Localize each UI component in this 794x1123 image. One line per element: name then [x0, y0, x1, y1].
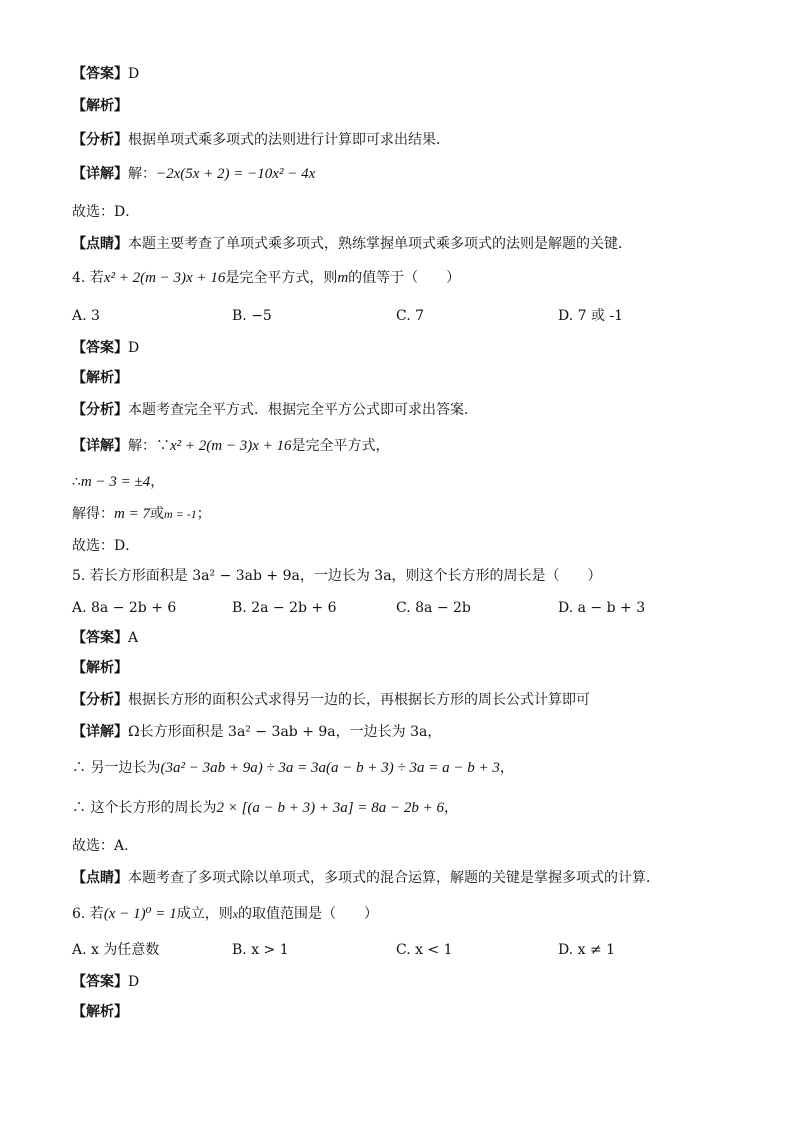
question-number: 6. 若: [72, 906, 104, 922]
guxuan-text: 故选：A.: [72, 838, 129, 854]
solve-text: 解得：: [72, 506, 114, 522]
question-text: 的值等于（ ）: [348, 270, 461, 286]
punctuation: ，: [443, 800, 458, 816]
xiangjie-text: 解：: [128, 166, 156, 182]
answer-line-q4: [72, 338, 139, 358]
question-4: [72, 268, 460, 288]
fenxi-text: 本题考查完全平方式．根据完全平方公式即可求出答案．: [128, 402, 478, 418]
guxuan-line-q5: [72, 836, 129, 856]
dianjing-line-q5: [72, 868, 660, 888]
question-text: 是完全平方式，则: [225, 270, 338, 286]
math-expression: 2 × [(a − b + 3) + 3a] = 8a − 2b + 6: [216, 800, 444, 816]
fenxi-line-q3: [72, 130, 450, 150]
xiangjie-tag: 【详解】: [72, 166, 128, 182]
derivation-text: ∴ 另一边长为: [72, 760, 161, 776]
analysis-header-q4: [72, 368, 128, 388]
xiangjie-tag: 【详解】: [72, 724, 128, 740]
question-text: 的取值范围是（ ）: [238, 906, 379, 922]
dianjing-text: 本题考查了多项式除以单项式，多项式的混合运算，解题的关键是掌握多项式的计算．: [128, 870, 660, 886]
analysis-header-q5: [72, 658, 128, 678]
math-expression: −2x(5x + 2) = −10x² − 4x: [156, 166, 316, 182]
xiangjie-line-q3: [72, 164, 315, 184]
analysis-tag: 【解析】: [72, 370, 128, 386]
question-6: [72, 904, 378, 924]
punctuation: ，: [499, 760, 514, 776]
analysis-header-q3: [72, 96, 128, 116]
math-expression: m = 7: [114, 506, 150, 522]
math-expression: (3a² − 3ab + 9a) ÷ 3a = 3a(a − b + 3) ÷ 3a = a − b + 3: [160, 760, 500, 776]
dianjing-tag: 【点睛】: [72, 870, 128, 886]
solve-line-q4: [72, 504, 211, 524]
derivation-line-2-q5: [72, 798, 458, 818]
option-c-q6: C. x < 1: [396, 942, 453, 958]
analysis-tag: 【解析】: [72, 1004, 128, 1020]
math-variable: m: [337, 270, 349, 286]
math-expression: x² + 2(m − 3)x + 16: [103, 270, 226, 286]
guxuan-text: 故选：D．: [72, 538, 140, 554]
dianjing-tag: 【点睛】: [72, 236, 128, 252]
fenxi-tag: 【分析】: [72, 132, 128, 148]
punctuation: ；: [196, 506, 211, 522]
answer-line-q6: [72, 972, 139, 992]
xiangjie-line-q4: [72, 436, 390, 456]
dianjing-text: 本题主要考查了单项式乘多项式，熟练掌握单项式乘多项式的法则是解题的关键．: [128, 236, 632, 252]
answer-line-q5: [72, 628, 138, 648]
xiangjie-text: 解：∵: [128, 438, 170, 454]
guxuan-line-q4: [72, 536, 139, 556]
option-c-q5: C. 8a − 2b: [396, 600, 471, 616]
question-text: 成立，则: [176, 906, 233, 922]
analysis-tag: 【解析】: [72, 98, 128, 114]
guxuan-text: 故选：D．: [72, 204, 140, 220]
therefore-symbol: ∴: [72, 474, 81, 490]
option-b-q4: B. −5: [232, 308, 272, 324]
therefore-line-q4: [72, 472, 164, 492]
math-expression: x² + 2(m − 3)x + 16: [170, 438, 292, 454]
fenxi-text: 根据长方形的面积公式求得另一边的长，再根据长方形的周长公式计算即可: [128, 692, 590, 708]
option-d-q6: D. x ≠ 1: [558, 942, 616, 958]
analysis-header-q6: [72, 1002, 128, 1022]
answer-line-q3: [72, 64, 139, 84]
answer-value: D: [128, 66, 140, 82]
answer-tag: 【答案】: [72, 66, 128, 82]
solve-text: 或: [149, 506, 164, 522]
option-b-q5: B. 2a − 2b + 6: [232, 600, 337, 616]
question-number: 4. 若: [72, 270, 104, 286]
math-expression: m − 3 = ±4: [80, 474, 151, 490]
fenxi-tag: 【分析】: [72, 402, 128, 418]
derivation-line-1-q5: [72, 758, 514, 778]
option-a-q4: A. 3: [72, 308, 100, 324]
option-b-q6: B. x > 1: [232, 942, 289, 958]
answer-tag: 【答案】: [72, 340, 128, 356]
fenxi-tag: 【分析】: [72, 692, 128, 708]
question-text: 5. 若长方形面积是 3a² − 3ab + 9a，一边长为 3a，则这个长方形的周长是（ ）: [72, 568, 602, 584]
answer-tag: 【答案】: [72, 630, 128, 646]
xiangjie-line-q5: [72, 722, 441, 742]
guxuan-line-q3: [72, 202, 139, 222]
question-5: [72, 566, 602, 586]
fenxi-line-q4: [72, 400, 478, 420]
option-a-q5: A. 8a − 2b + 6: [72, 600, 177, 616]
option-d-q5: D. a − b + 3: [558, 600, 646, 616]
answer-value: A: [128, 630, 139, 646]
xiangjie-text: Ω长方形面积是 3a² − 3ab + 9a，一边长为 3a，: [128, 724, 442, 740]
xiangjie-tag: 【详解】: [72, 438, 128, 454]
math-expression: m = -1: [163, 507, 197, 521]
answer-value: D: [128, 340, 140, 356]
option-d-q4: D. 7 或 -1: [558, 308, 624, 324]
fenxi-line-q5: [72, 690, 590, 710]
math-expression: (x − 1)⁰ = 1: [103, 906, 177, 922]
option-a-q6: A. x 为任意数: [72, 942, 160, 958]
punctuation: ，: [150, 474, 165, 490]
math-variable: x: [232, 907, 239, 921]
xiangjie-text-end: 是完全平方式，: [291, 438, 390, 454]
dianjing-line-q3: [72, 234, 632, 254]
answer-value: D: [128, 974, 140, 990]
derivation-text: ∴ 这个长方形的周长为: [72, 800, 217, 816]
fenxi-text: 根据单项式乘多项式的法则进行计算即可求出结果．: [128, 132, 450, 148]
option-c-q4: C. 7: [396, 308, 425, 324]
analysis-tag: 【解析】: [72, 660, 128, 676]
answer-tag: 【答案】: [72, 974, 128, 990]
